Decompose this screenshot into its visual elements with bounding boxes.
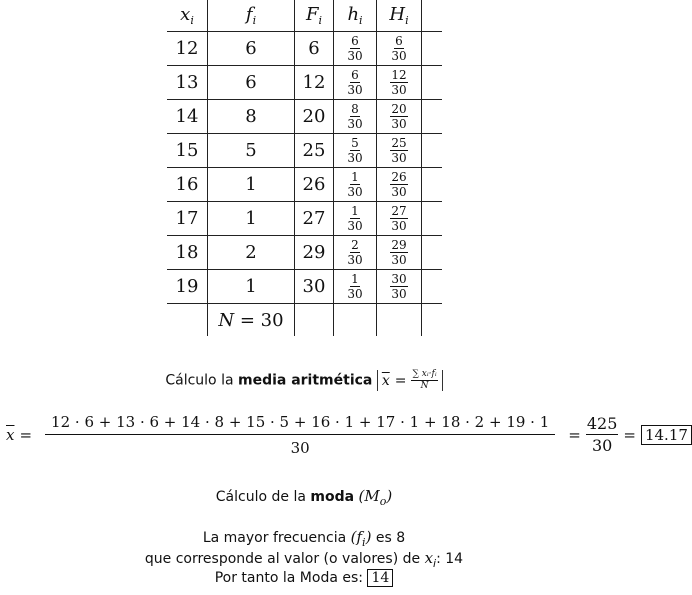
header-subscript: i — [190, 14, 194, 27]
h-denominator: 30 — [347, 287, 363, 301]
x-cell: 16 — [167, 168, 208, 202]
H-denominator: 30 — [391, 287, 407, 301]
empty-cell — [422, 270, 443, 304]
x-cell: 18 — [167, 236, 208, 270]
H-numerator: 12 — [391, 68, 407, 82]
H-numerator: 20 — [391, 102, 407, 116]
h-numerator: 6 — [351, 68, 359, 82]
h-numerator: 8 — [351, 102, 359, 116]
empty-cell — [422, 202, 443, 236]
h-denominator: 30 — [347, 219, 363, 233]
f-cell: 2 — [208, 236, 295, 270]
header-symbol: H — [389, 4, 406, 25]
table-row — [167, 66, 442, 100]
H-numerator: 25 — [391, 136, 407, 150]
formula-result-den: 30 — [591, 436, 613, 455]
mean-formula — [6, 413, 688, 457]
table-row — [167, 134, 442, 168]
H-denominator: 30 — [391, 117, 407, 131]
mode-line2-sub: i — [433, 557, 437, 570]
mode-line-3 — [0, 570, 608, 586]
header-subscript: i — [318, 14, 323, 27]
H-cell — [377, 168, 422, 202]
table-row — [167, 100, 442, 134]
mode-label-bold: moda — [310, 489, 355, 505]
h-cell — [334, 32, 377, 66]
mode-label-prefix: Cálculo de la — [215, 489, 311, 505]
H-cell — [377, 32, 422, 66]
h-fraction — [347, 205, 362, 232]
mode-symbol: M — [364, 487, 380, 505]
h-denominator: 30 — [347, 151, 363, 165]
formula-result-fraction — [586, 416, 619, 454]
H-numerator: 26 — [391, 170, 407, 184]
H-numerator: 6 — [395, 34, 403, 48]
formula-denominator: 30 — [290, 439, 310, 457]
f-cell: 5 — [208, 134, 295, 168]
h-fraction — [347, 35, 362, 62]
header-subscript: i — [252, 14, 257, 27]
formula-lhs: $\overline{x}$ — [6, 426, 15, 444]
h-fraction — [347, 171, 362, 198]
h-fraction — [347, 273, 362, 300]
H-denominator: 30 — [391, 49, 407, 63]
H-cell — [377, 270, 422, 304]
h-cell — [334, 236, 377, 270]
total-symbol: N — [218, 309, 235, 331]
formula-eq-3: = — [623, 426, 636, 444]
header-symbol: x — [180, 4, 191, 25]
H-fraction — [390, 103, 407, 130]
header-symbol: F — [305, 4, 319, 25]
h-numerator: 6 — [351, 34, 359, 48]
F-cell: 29 — [295, 236, 334, 270]
empty-cell — [334, 304, 377, 337]
h-cell — [334, 168, 377, 202]
f-cell: 1 — [208, 168, 295, 202]
total-value: = 30 — [239, 309, 284, 331]
H-cell — [377, 66, 422, 100]
H-denominator: 30 — [391, 219, 407, 233]
empty-cell — [167, 304, 208, 337]
f-cell: 8 — [208, 100, 295, 134]
empty-cell — [295, 304, 334, 337]
total-row — [167, 304, 442, 337]
header-f-cell — [208, 0, 295, 32]
x-cell: 17 — [167, 202, 208, 236]
mode-line-2 — [0, 549, 608, 570]
x-cell: 19 — [167, 270, 208, 304]
h-denominator: 30 — [347, 49, 363, 63]
frequency-table — [167, 0, 442, 336]
formula-eq-1: = — [19, 426, 33, 444]
H-fraction — [390, 273, 407, 300]
mode-line2-prefix: que corresponde al valor (o valores) de — [144, 551, 425, 567]
H-fraction — [390, 137, 407, 164]
table-row — [167, 270, 442, 304]
mean-result-box: 14.17 — [641, 425, 692, 445]
h-denominator: 30 — [347, 185, 363, 199]
mode-result-box: 14 — [367, 569, 393, 587]
header-subscript: i — [359, 14, 363, 27]
mean-definition — [377, 370, 443, 391]
H-fraction — [390, 239, 407, 266]
F-cell: 30 — [295, 270, 334, 304]
H-denominator: 30 — [391, 83, 407, 97]
H-numerator: 29 — [391, 238, 407, 252]
h-numerator: 5 — [351, 136, 359, 150]
h-denominator: 30 — [347, 83, 363, 97]
h-numerator: 1 — [351, 204, 359, 218]
empty-cell — [422, 100, 443, 134]
H-denominator: 30 — [391, 185, 407, 199]
H-fraction — [391, 35, 406, 62]
empty-cell — [422, 134, 443, 168]
x-cell: 15 — [167, 134, 208, 168]
mode-line3-prefix: Por tanto la Moda es: — [214, 570, 368, 586]
x-cell: 13 — [167, 66, 208, 100]
empty-cell — [422, 66, 443, 100]
header-symbol: f — [245, 4, 253, 25]
h-numerator: 1 — [351, 170, 359, 184]
mean-def-den: N — [420, 381, 429, 391]
mode-line1-sym: f — [356, 528, 363, 546]
mode-line1-prefix: La mayor frecuencia — [202, 530, 351, 546]
empty-cell — [377, 304, 422, 337]
H-fraction — [390, 205, 407, 232]
H-denominator: 30 — [391, 151, 407, 165]
H-fraction — [390, 171, 407, 198]
mean-label-bold: media aritmética — [237, 372, 373, 389]
f-cell: 1 — [208, 202, 295, 236]
mode-line2-suffix: : 14 — [436, 551, 464, 567]
H-cell — [377, 100, 422, 134]
H-numerator: 30 — [391, 272, 407, 286]
F-cell: 6 — [295, 32, 334, 66]
empty-cell — [422, 168, 443, 202]
mode-line1-suffix: es 8 — [371, 530, 406, 546]
h-fraction — [347, 103, 362, 130]
H-denominator: 30 — [391, 253, 407, 267]
mode-heading: Cálculo de la moda $(M_o)$ — [215, 487, 393, 508]
F-cell: 26 — [295, 168, 334, 202]
mean-def-lhs: $\overline{x}$ — [381, 372, 390, 389]
h-cell — [334, 100, 377, 134]
table-row — [167, 236, 442, 270]
mode-line2-sym: x — [424, 549, 434, 567]
mean-def-eq: = — [394, 372, 407, 389]
header-h-cell — [334, 0, 377, 32]
H-numerator: 27 — [391, 204, 407, 218]
H-cell — [377, 202, 422, 236]
mode-line1-sub: i — [362, 536, 366, 549]
mode-symbol-sub: o — [379, 495, 387, 508]
formula-result-num: 425 — [586, 414, 618, 433]
mode-line-1: La mayor frecuencia $(f_i)$ es 8 — [202, 528, 406, 549]
H-cell — [377, 134, 422, 168]
F-cell: 25 — [295, 134, 334, 168]
mean-heading — [0, 370, 608, 391]
mean-label-prefix: Cálculo la — [165, 372, 238, 389]
table-row — [167, 202, 442, 236]
F-cell: 20 — [295, 100, 334, 134]
empty-cell — [422, 236, 443, 270]
h-fraction — [347, 69, 362, 96]
header-h-cum-cell — [377, 0, 422, 32]
header-f-cum-cell — [295, 0, 334, 32]
H-fraction — [390, 69, 407, 96]
total-cell — [208, 304, 295, 337]
f-cell: 6 — [208, 32, 295, 66]
empty-cell — [422, 304, 443, 337]
h-fraction — [347, 137, 362, 164]
h-cell — [334, 66, 377, 100]
empty-cell — [422, 32, 443, 66]
table-row — [167, 32, 442, 66]
h-numerator: 2 — [351, 238, 359, 252]
header-empty-cell — [422, 0, 443, 32]
formula-numerator: 12 · 6 + 13 · 6 + 14 · 8 + 15 · 5 + 16 · 1 + 17 · 1 + 18 · 2 + 19 · 1 — [45, 413, 555, 435]
mean-def-fraction — [411, 370, 437, 391]
f-cell: 6 — [208, 66, 295, 100]
header-subscript: i — [405, 14, 409, 27]
h-numerator: 1 — [351, 272, 359, 286]
f-cell: 1 — [208, 270, 295, 304]
formula-main-fraction — [45, 413, 555, 457]
F-cell: 27 — [295, 202, 334, 236]
h-cell — [334, 134, 377, 168]
H-cell — [377, 236, 422, 270]
h-denominator: 30 — [347, 253, 363, 267]
header-x-cell — [167, 0, 208, 32]
h-denominator: 30 — [347, 117, 363, 131]
h-cell — [334, 202, 377, 236]
F-cell: 12 — [295, 66, 334, 100]
x-cell: 12 — [167, 32, 208, 66]
table-header-row — [167, 0, 442, 32]
mean-def-num: ∑ xᵢ·fᵢ — [412, 369, 437, 379]
h-fraction — [347, 239, 362, 266]
table-row — [167, 168, 442, 202]
x-cell: 14 — [167, 100, 208, 134]
header-symbol: h — [347, 4, 360, 25]
formula-eq-2: = — [568, 426, 581, 444]
h-cell — [334, 270, 377, 304]
